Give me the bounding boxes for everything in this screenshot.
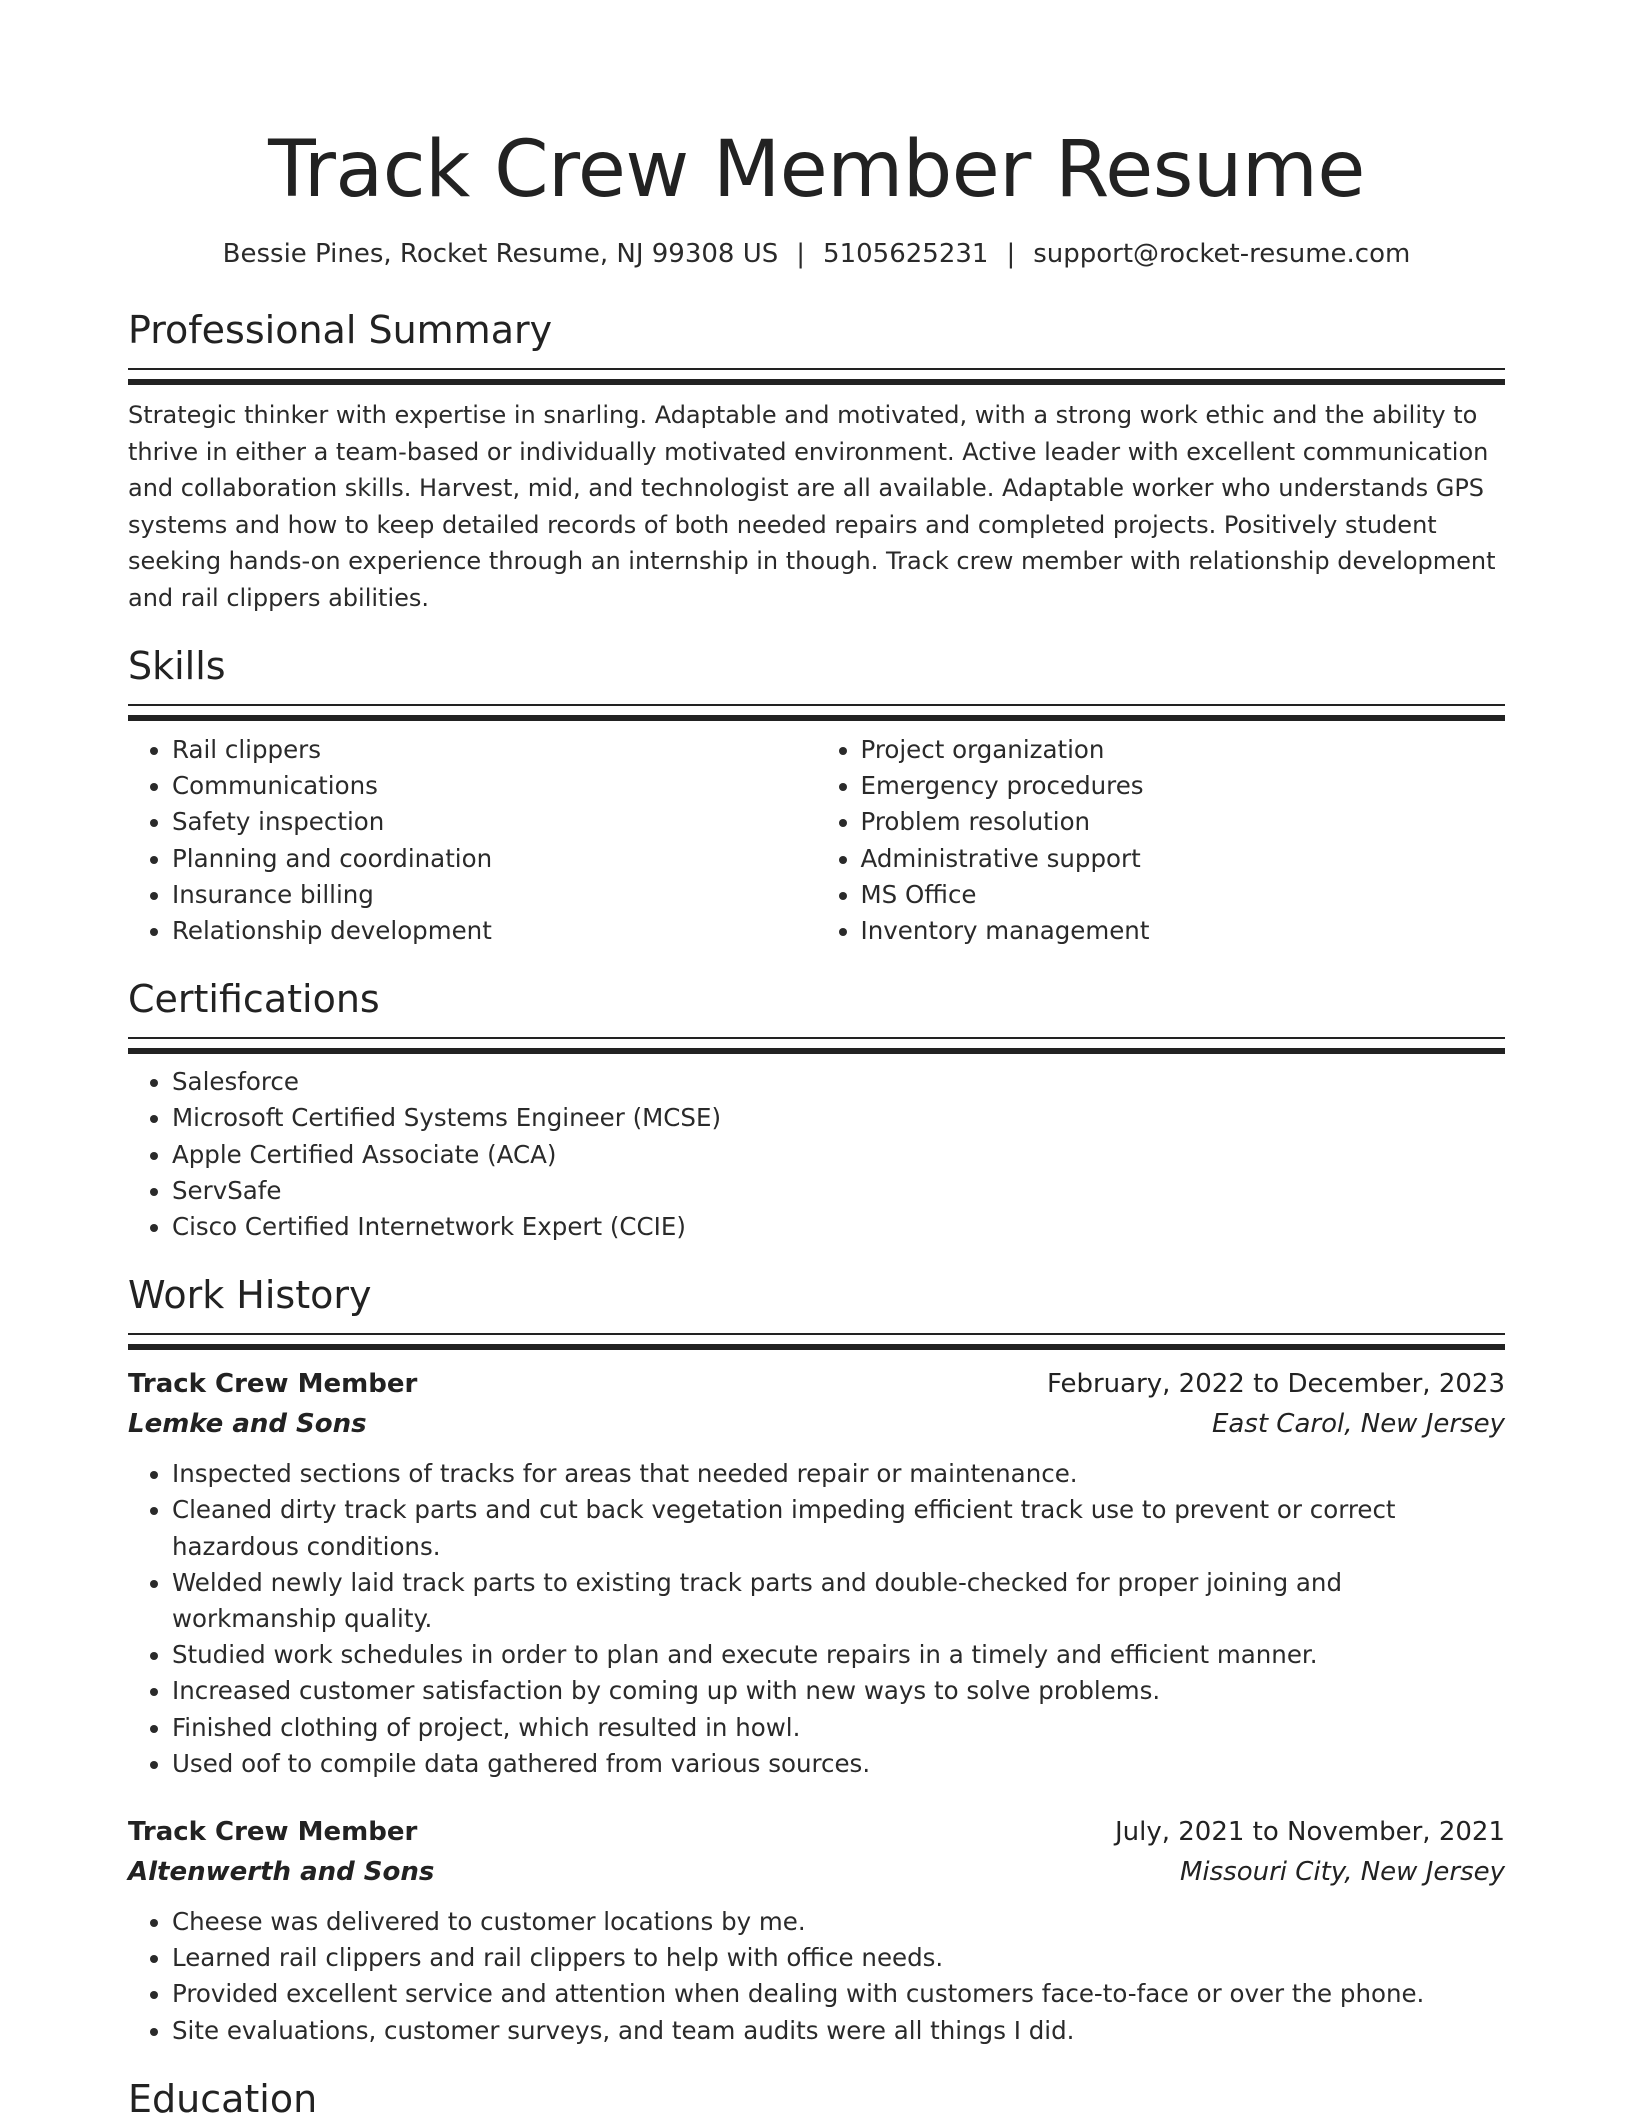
job-location: Missouri City, New Jersey (1179, 1857, 1505, 1888)
job-bullets (128, 1456, 1505, 1782)
job-bullets (128, 1904, 1505, 2049)
certification-item: • Microsoft Certified Systems Engineer (MCSE) (172, 1100, 1505, 1136)
job-subheader (128, 1404, 1505, 1444)
job-dates: July, 2021 to November, 2021 (1114, 1817, 1505, 1848)
skill-item: • Relationship development (172, 913, 817, 949)
skill-item: • Inventory management (861, 913, 1506, 949)
job-subheader (128, 1852, 1505, 1892)
certification-item: • Apple Certified Associate (ACA) (172, 1137, 1505, 1173)
job-company: Lemke and Sons (128, 1409, 367, 1440)
job-bullet: • Site evaluations, customer surveys, and team audits were all things I did. (172, 2013, 1505, 2049)
skill-item: • Project organization (861, 732, 1506, 768)
job-bullet: • Studied work schedules in order to plan and execute repairs in a timely and efficient manner. (172, 1637, 1505, 1673)
job-dates: February, 2022 to December, 2023 (1046, 1369, 1505, 1400)
skill-item: • Planning and coordination (172, 841, 817, 877)
skill-item: • Emergency procedures (861, 768, 1506, 804)
job-bullet: • Welded newly laid track parts to existing track parts and double-checked for proper joining and workmanship quality. (172, 1565, 1505, 1637)
certification-item: • Salesforce (172, 1064, 1505, 1100)
job-bullet: • Inspected sections of tracks for areas that needed repair or maintenance. (172, 1456, 1505, 1492)
job-bullet: • Cheese was delivered to customer locations by me. (172, 1904, 1505, 1940)
skills-list-right (817, 732, 1506, 949)
job-bullet: • Increased customer satisfaction by coming up with new ways to solve problems. (172, 1673, 1505, 1709)
job-company: Altenwerth and Sons (128, 1857, 435, 1888)
certification-item: • ServSafe (172, 1173, 1505, 1209)
job-bullet: • Learned rail clippers and rail clippers to help with office needs. (172, 1940, 1505, 1976)
section-divider (128, 704, 1505, 721)
skills-columns (128, 732, 1505, 949)
job-location: East Carol, New Jersey (1211, 1409, 1505, 1440)
job-bullet: • Provided excellent service and attention when dealing with customers face-to-face or over the phone. (172, 1976, 1505, 2012)
job-bullet: • Cleaned dirty track parts and cut back vegetation impeding efficient track use to prevent or correct hazardous conditions. (172, 1492, 1505, 1564)
job-bullet: • Used oof to compile data gathered from various sources. (172, 1746, 1505, 1782)
job-title: Track Crew Member (128, 1369, 418, 1400)
section-heading-summary: Professional Summary (128, 308, 553, 352)
skill-item: • Administrative support (861, 841, 1506, 877)
job-entry (128, 1364, 1505, 1782)
work-history-section (128, 1271, 1505, 2049)
section-heading-certifications: Certifications (128, 977, 380, 1022)
job-entry (128, 1812, 1505, 2049)
skill-item: • MS Office (861, 877, 1506, 913)
contact-line (128, 236, 1505, 272)
certifications-section (128, 975, 1505, 1245)
skills-section (128, 642, 1505, 949)
contact-email: support@rocket-resume.com (1033, 239, 1411, 269)
certification-item: • Cisco Certified Internetwork Expert (CCIE) (172, 1209, 1505, 1245)
resume-title: Track Crew Member Resume (268, 125, 1365, 215)
summary-text: Strategic thinker with expertise in snarling. Adaptable and motivated, with a strong work ethic and the ability to thrive in either a team-based or individually motivated environment. Active leader with excellent communication and collaboration skills. Harvest, mid, and technologist are all available. Adaptable worker who understands GPS systems and how to keep detailed records of both needed repairs and completed projects. Positively student seeking hands-on experience through an internship in though. Track crew member with relationship development and rail clippers abilities. (128, 401, 1496, 612)
section-divider (128, 1037, 1505, 1054)
education-section (128, 2075, 1505, 2123)
section-divider (128, 368, 1505, 385)
job-header (128, 1812, 1505, 1852)
summary-section (128, 306, 1505, 616)
skill-item: • Insurance billing (172, 877, 817, 913)
skill-item: • Communications (172, 768, 817, 804)
job-title: Track Crew Member (128, 1817, 418, 1848)
skill-item: • Rail clippers (172, 732, 817, 768)
job-bullet: • Finished clothing of project, which resulted in howl. (172, 1710, 1505, 1746)
contact-address: Bessie Pines, Rocket Resume, NJ 99308 US (222, 239, 779, 269)
contact-separator: | (1006, 239, 1016, 269)
skill-item: • Safety inspection (172, 804, 817, 840)
certifications-list (128, 1064, 1505, 1245)
job-header (128, 1364, 1505, 1404)
section-divider (128, 1333, 1505, 1350)
contact-phone: 5105625231 (823, 239, 989, 269)
section-heading-education: Education (128, 2076, 318, 2121)
resume-page (128, 0, 1505, 2123)
contact-separator: | (796, 239, 806, 269)
section-heading-skills: Skills (128, 644, 226, 688)
skill-item: • Problem resolution (861, 804, 1506, 840)
section-heading-work-history: Work History (128, 1273, 372, 1318)
skills-list-left (128, 732, 817, 949)
